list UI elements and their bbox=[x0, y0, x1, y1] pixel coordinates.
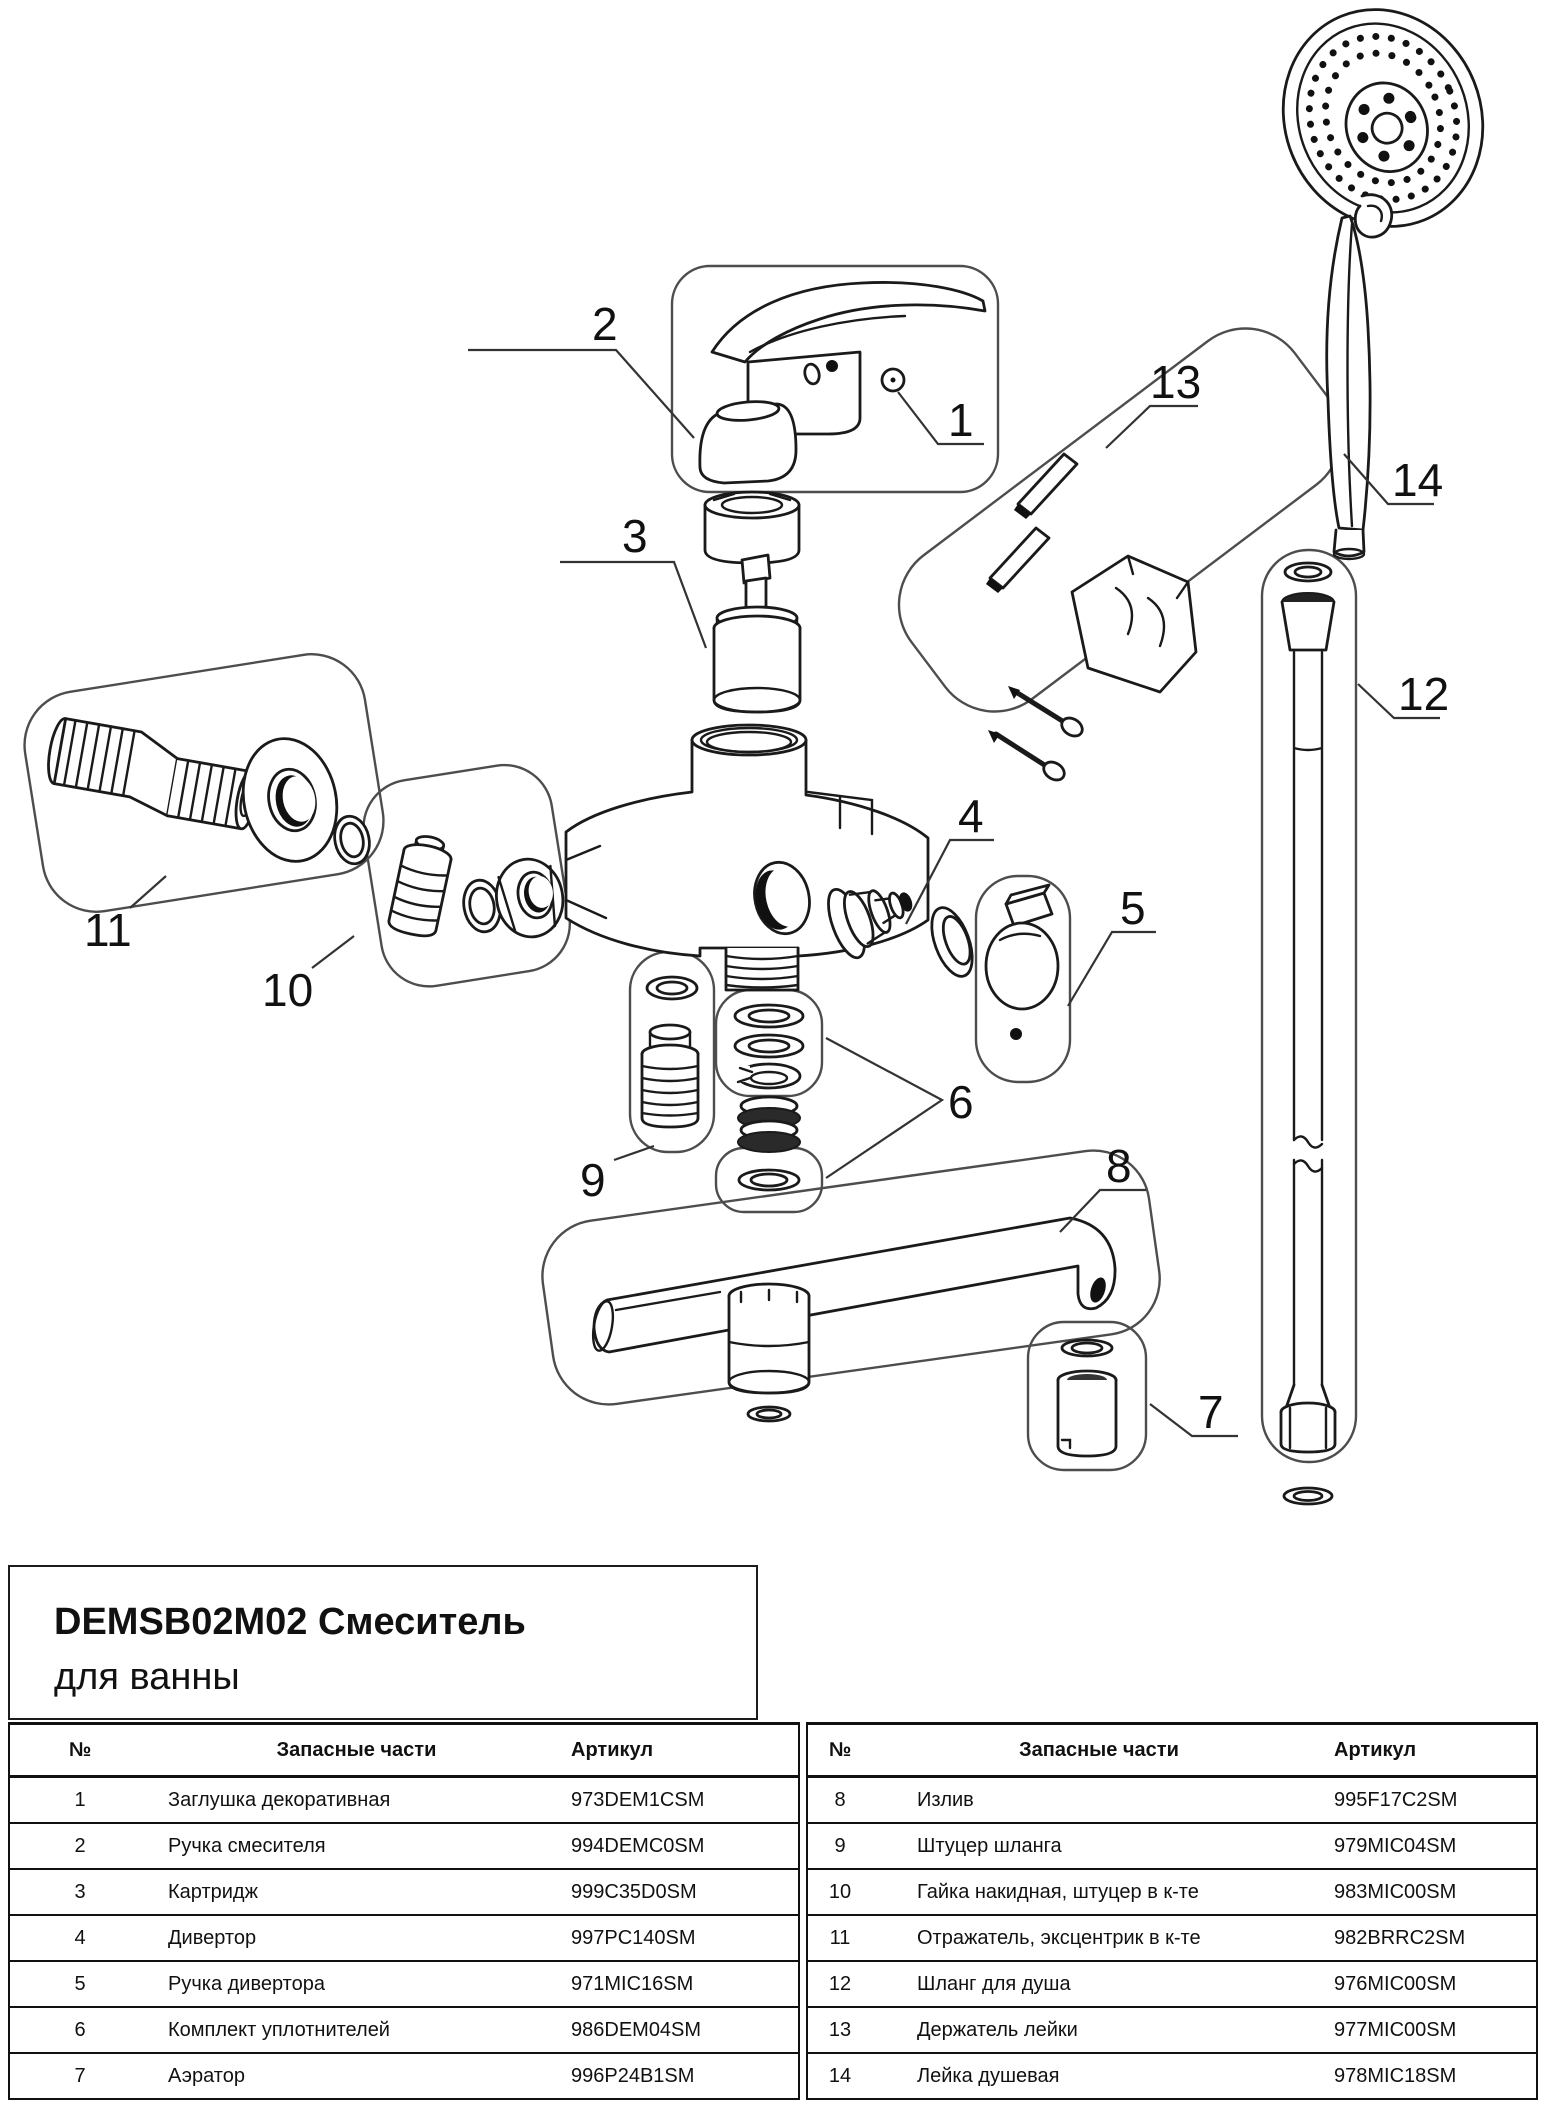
table-row: 12 Шланг для душа 976MIC00SM bbox=[808, 1962, 1536, 2008]
table-header bbox=[808, 1722, 1536, 1778]
parts-table-right bbox=[806, 1722, 1538, 2100]
table-row: 1 Заглушка декоративная 973DEM1CSM bbox=[10, 1778, 798, 1824]
parts-table-left bbox=[8, 1722, 800, 2100]
product-title-box bbox=[8, 1565, 758, 1720]
callout-3: 3 bbox=[622, 510, 648, 562]
table-row: 8 Излив 995F17C2SM bbox=[808, 1778, 1536, 1824]
callout-7: 7 bbox=[1198, 1386, 1224, 1438]
callout-4: 4 bbox=[958, 790, 984, 842]
callout-1: 1 bbox=[948, 394, 974, 446]
union-nut-kit-drawing bbox=[387, 832, 569, 942]
table-row: 4 Дивертор 997PC140SM bbox=[10, 1916, 798, 1962]
shower-holder-kit-drawing bbox=[986, 454, 1196, 784]
table-header bbox=[10, 1722, 798, 1778]
product-title-line2: для ванны bbox=[54, 1656, 240, 1698]
callout-8: 8 bbox=[1106, 1140, 1132, 1192]
aerator-drawing bbox=[1058, 1340, 1116, 1456]
seals-kit-drawing bbox=[734, 1005, 803, 1190]
fixing-nut-drawing bbox=[705, 492, 799, 563]
table-row: 5 Ручка дивертора 971MIC16SM bbox=[10, 1962, 798, 2008]
table-row: 11 Отражатель, эксцентрик в к-те 982BRRC2SM bbox=[808, 1916, 1536, 1962]
table-row: 7 Аэратор 996P24B1SM bbox=[10, 2054, 798, 2100]
reflector-ring-drawing bbox=[232, 730, 374, 870]
table-row: 9 Штуцер шланга 979MIC04SM bbox=[808, 1824, 1536, 1870]
callout-2: 2 bbox=[592, 298, 618, 350]
header-num: № bbox=[68, 1738, 92, 1761]
callout-5: 5 bbox=[1120, 882, 1146, 934]
mixer-handle-drawing bbox=[700, 282, 985, 483]
callout-14: 14 bbox=[1392, 454, 1444, 506]
table-row: 3 Картридж 999C35D0SM bbox=[10, 1870, 798, 1916]
callout-13: 13 bbox=[1150, 356, 1202, 408]
table-row: 10 Гайка накидная, штуцер в к-те 983MIC00SM bbox=[808, 1870, 1536, 1916]
divertor-ring-drawing bbox=[924, 902, 981, 981]
header-parts: Запасные части bbox=[1019, 1738, 1179, 1761]
divertor-handle-drawing bbox=[986, 885, 1058, 1040]
product-title-line1: DEMSB02M02 Смеситель bbox=[54, 1601, 526, 1643]
callout-6: 6 bbox=[948, 1076, 974, 1128]
header-num: № bbox=[828, 1738, 852, 1761]
shower-hose-drawing bbox=[1281, 563, 1335, 1504]
header-parts: Запасные части bbox=[276, 1738, 437, 1761]
hose-group-box bbox=[1262, 550, 1356, 1462]
hose-fitting-drawing bbox=[642, 977, 698, 1127]
callout-10: 10 bbox=[262, 964, 314, 1016]
decorative-plug-drawing bbox=[882, 369, 904, 391]
table-row: 6 Комплект уплотнителей 986DEM04SM bbox=[10, 2008, 798, 2054]
callout-9: 9 bbox=[580, 1154, 606, 1206]
header-article: Артикул bbox=[1334, 1738, 1417, 1761]
cartridge-drawing bbox=[714, 555, 800, 712]
callout-12: 12 bbox=[1398, 668, 1450, 720]
table-row: 14 Лейка душевая 978MIC18SM bbox=[808, 2054, 1536, 2100]
shower-head-drawing bbox=[1251, 0, 1515, 559]
spout-drawing bbox=[590, 1218, 1115, 1421]
faucet-body-drawing bbox=[566, 725, 928, 990]
eccentric-reflector-drawing bbox=[42, 717, 263, 830]
table-row: 13 Держатель лейки 977MIC00SM bbox=[808, 2008, 1536, 2054]
table-row: 2 Ручка смесителя 994DEMC0SM bbox=[10, 1824, 798, 1870]
callout-11: 11 bbox=[84, 904, 132, 956]
header-article: Артикул bbox=[571, 1738, 654, 1761]
